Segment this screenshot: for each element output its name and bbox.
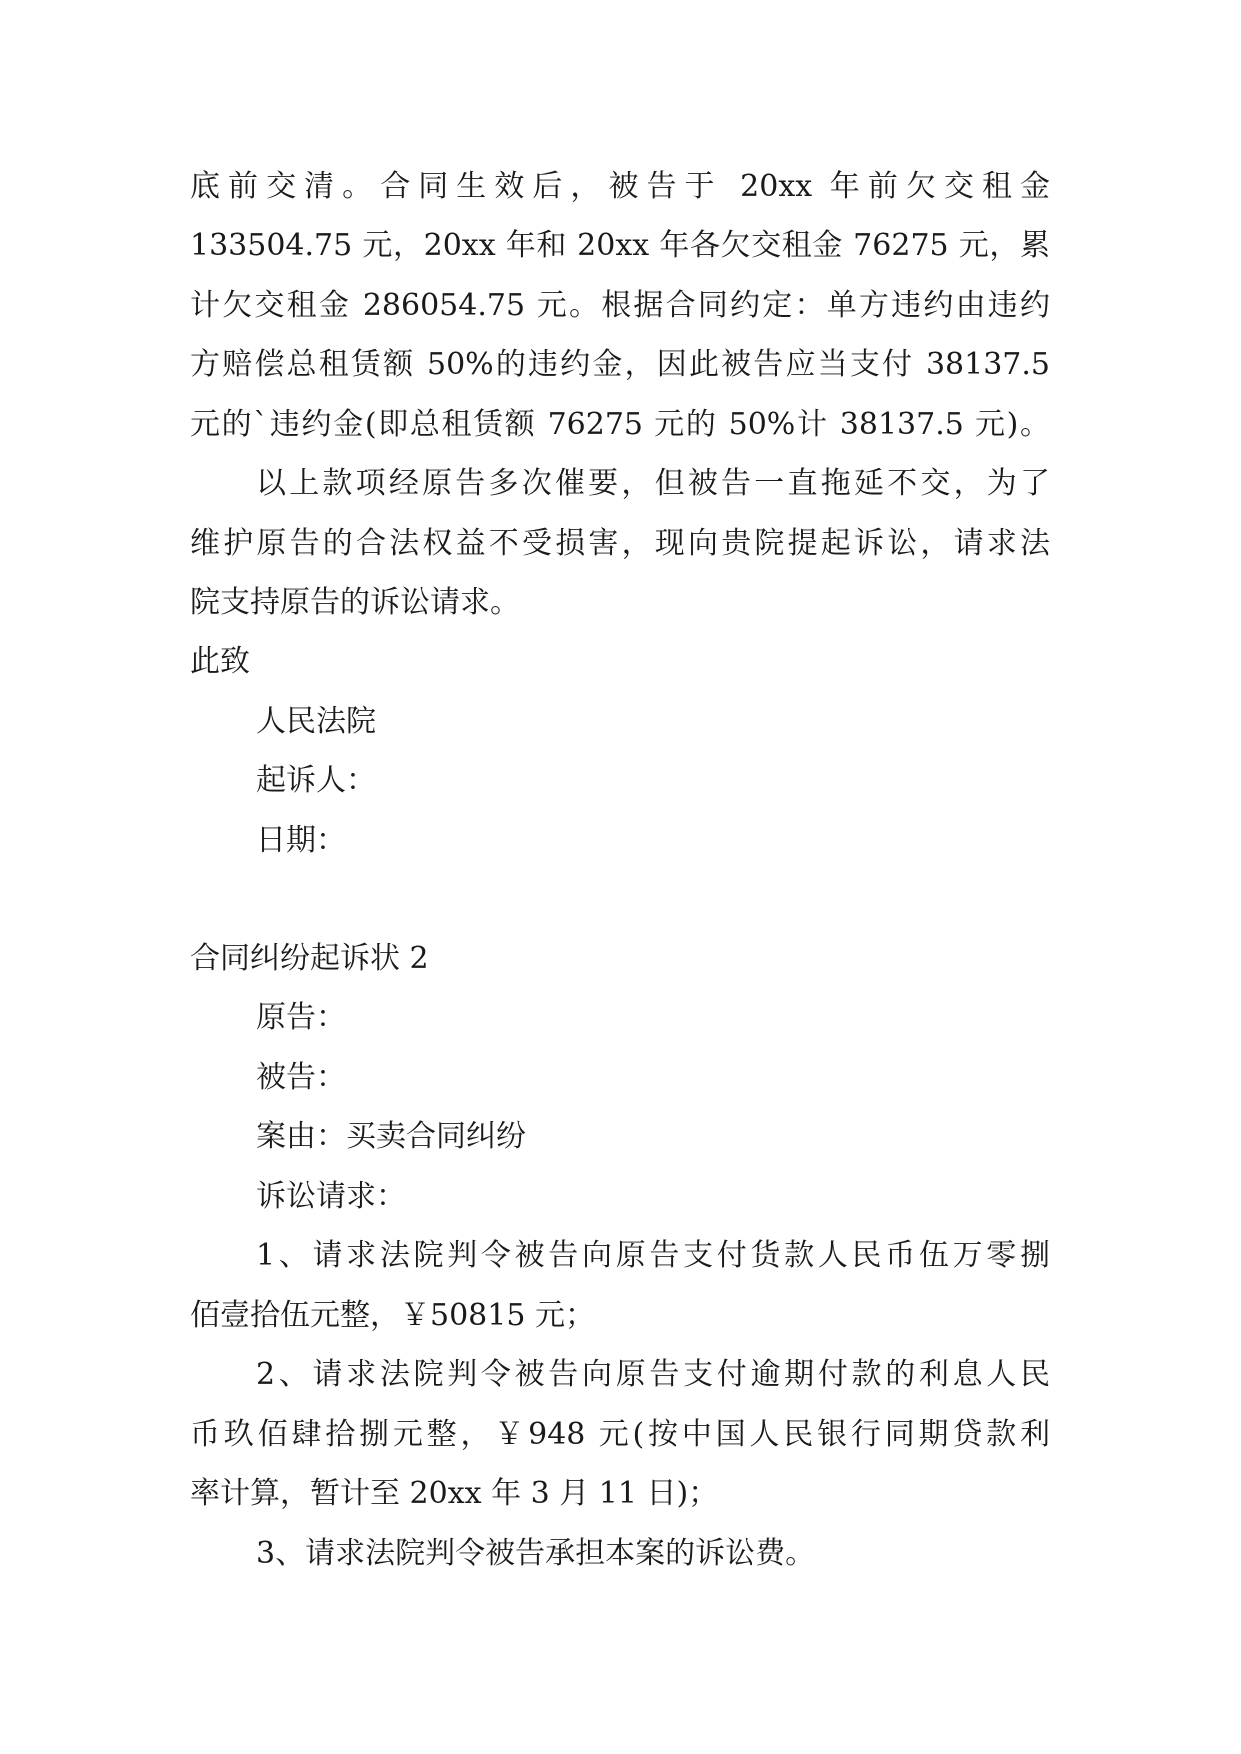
claim1-line1: 1、请求法院判令被告向原告支付货款人民币伍万零捌 — [256, 1238, 1050, 1273]
para1-line1: 底前交清。合同生效后，被告于 20xx 年前欠交租金 — [190, 169, 1050, 204]
para1-line4: 方赔偿总租赁额 50%的违约金，因此被告应当支付 38137.5 — [190, 347, 1050, 382]
para1-line3: 计欠交租金 286054.75 元。根据合同约定：单方违约由违约 — [190, 288, 1050, 323]
salutation: 此致 — [190, 644, 250, 679]
para1-line5: 元的`违约金(即总租赁额 76275 元的 50%计 38137.5 元)。 — [190, 407, 1050, 442]
date-label: 日期： — [256, 823, 346, 858]
defendant-label: 被告： — [256, 1060, 346, 1095]
claims-heading: 诉讼请求： — [256, 1179, 406, 1214]
court-name: 人民法院 — [256, 704, 376, 739]
claim2-line2: 币玖佰肆拾捌元整，￥948 元(按中国人民银行同期贷款利 — [190, 1417, 1050, 1452]
para2-line1: 以上款项经原告多次催要，但被告一直拖延不交，为了 — [256, 466, 1050, 501]
plaintiff-label: 原告： — [256, 1000, 346, 1035]
claim1-line2: 佰壹拾伍元整，￥50815 元； — [190, 1298, 595, 1333]
plaintiff-signature: 起诉人： — [256, 763, 376, 798]
para2-line2: 维护原告的合法权益不受损害，现向贵院提起诉讼，请求法 — [190, 526, 1050, 561]
section-title: 合同纠纷起诉状 2 — [190, 941, 429, 976]
cause-of-action: 案由：买卖合同纠纷 — [256, 1119, 526, 1154]
para1-line2: 133504.75 元，20xx 年和 20xx 年各欠交租金 76275 元，累 — [190, 228, 1050, 263]
para2-line3: 院支持原告的诉讼请求。 — [190, 585, 520, 620]
claim2-line3: 率计算，暂计至 20xx 年 3 月 11 日)； — [190, 1476, 719, 1511]
claim3: 3、请求法院判令被告承担本案的诉讼费。 — [256, 1536, 816, 1571]
claim2-line1: 2、请求法院判令被告向原告支付逾期付款的利息人民 — [256, 1357, 1050, 1392]
